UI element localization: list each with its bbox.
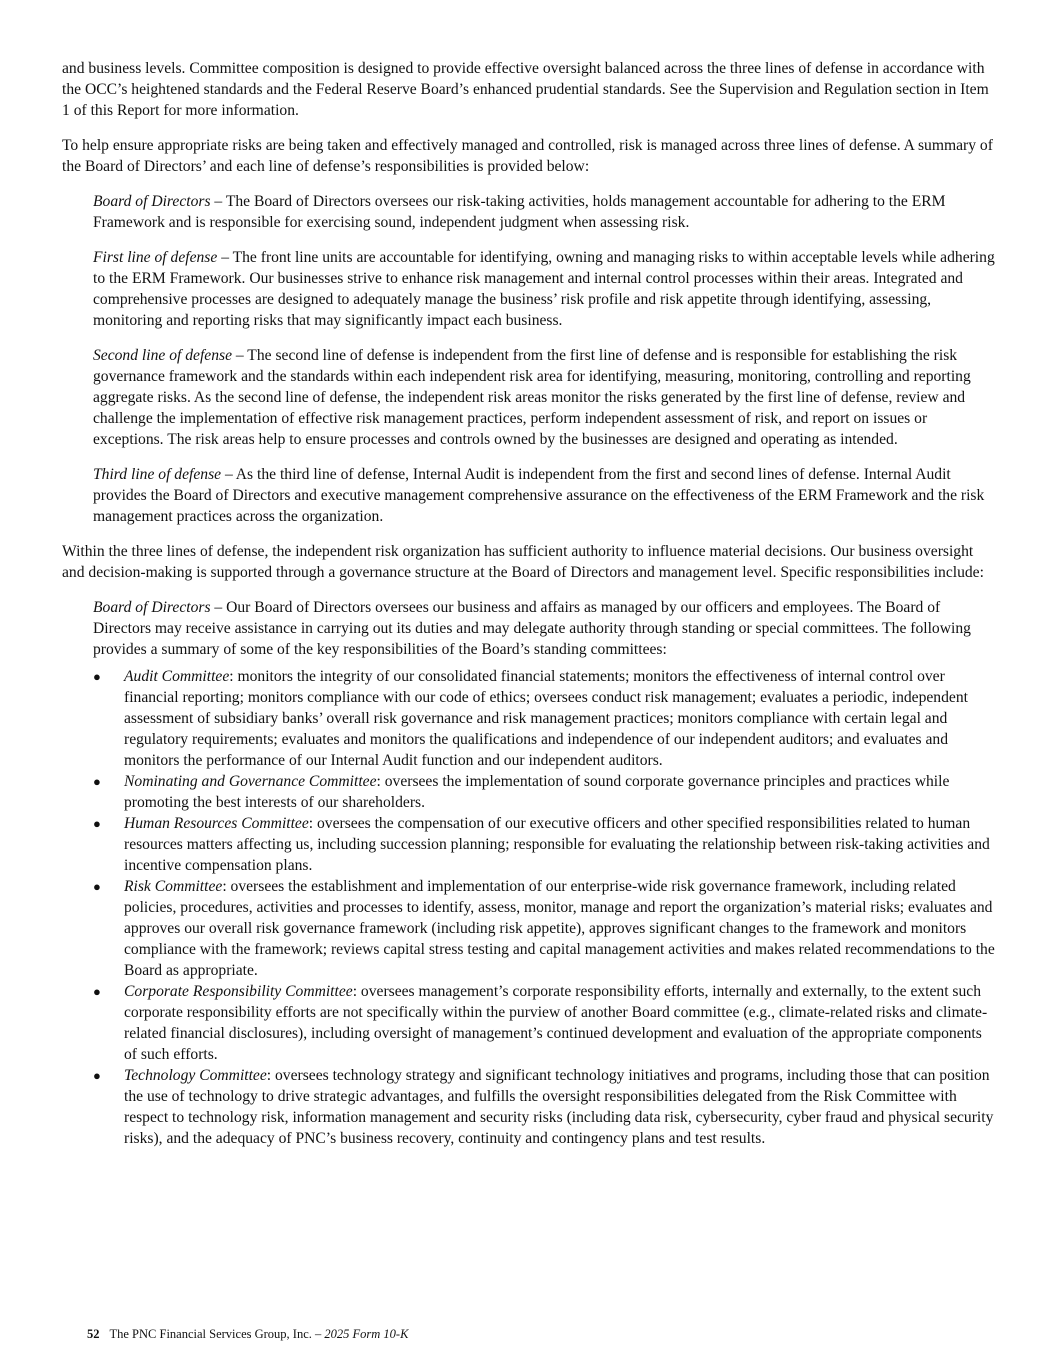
line-first-defense [93, 247, 996, 331]
bullet-icon: ● [93, 816, 101, 831]
line-label: Third line of defense [93, 466, 222, 483]
list-item [93, 666, 996, 771]
line-second-defense [93, 345, 996, 450]
committee-name: Audit Committee [124, 668, 230, 685]
line-label: Board of Directors [93, 193, 211, 210]
line-board-of-directors [93, 191, 996, 233]
list-item [93, 1065, 996, 1149]
bullet-icon: ● [93, 774, 101, 789]
committee-text: : oversees management’s corporate responsibility efforts, internally and externally, to the extent such corporate responsibility efforts are not specifically within the purview of another Board committee (e.g., climate-related risks and climate-related financial disclosures), including oversight of management’s continued development and evaluation of the appropriate components of such efforts. [124, 983, 988, 1063]
footer-company: The PNC Financial Services Group, Inc. – [109, 1327, 325, 1341]
document-body [62, 58, 996, 1149]
page-number: 52 [87, 1327, 100, 1341]
bullet-icon: ● [93, 984, 101, 999]
line-label: Second line of defense [93, 347, 232, 364]
paragraph-three-lines-intro: To help ensure appropriate risks are being taken and effectively managed and controlled, risk is managed across three lines of defense. A summary of the Board of Directors’ and each line of defense’s responsibilities is provided below: [62, 137, 993, 175]
committee-text: : monitors the integrity of our consolidated financial statements; monitors the effectiveness of internal control over financial reporting; monitors compliance with our code of ethics; oversees conduct risk management; evaluates a periodic, independent assessment of subsidiary banks’ overall risk governance and risk management practices; monitors compliance with certain legal and regulatory requirements; evaluates and monitors the qualifications and independence of our independent auditors; and evaluates and monitors the performance of our Internal Audit function and our independent auditors. [124, 668, 968, 769]
line-text: – The Board of Directors oversees our risk-taking activities, holds management accountable for adhering to the ERM Framework and is responsible for exercising sound, independent judgment when assessing risk. [93, 193, 946, 231]
page-footer [87, 1326, 408, 1342]
paragraph-governance-structure: Within the three lines of defense, the independent risk organization has sufficient authority to influence material decisions. Our business oversight and decision-making is supported through a governance structure at the Board of Directors and management level. Specific responsibilities include: [62, 543, 984, 581]
line-third-defense [93, 464, 996, 527]
committee-name: Human Resources Committee [124, 815, 309, 832]
list-item [93, 876, 996, 981]
line-text: – The front line units are accountable for identifying, owning and managing risks to within acceptable levels while adhering to the ERM Framework. Our businesses strive to enhance risk management and internal control processes within their areas. Integrated and comprehensive processes are designed to adequately manage the business’ risk profile and risk appetite through identifying, assessing, monitoring and reporting risks that may significantly impact each business. [93, 249, 995, 329]
list-item [93, 981, 996, 1065]
line-text: – The second line of defense is independent from the first line of defense and is responsible for establishing the risk governance framework and the standards within each independent risk area for identifying, measuring, monitoring, controlling and reporting aggregate risks. As the second line of defense, the independent risk areas monitor the risks generated by the first line of defense, review and challenge the implementation of effective risk management practices, perform independent assessment of risk, and report on issues or exceptions. The risk areas help to ensure processes and controls owned by the businesses are designed and operating as intended. [93, 347, 971, 448]
committee-text: : oversees technology strategy and significant technology initiatives and programs, including those that can position the use of technology to drive strategic advantages, and fulfills the oversight responsibilities delegated from the Risk Committee with respect to technology risk, information management and security risks (including data risk, cybersecurity, cyber fraud and physical security risks), and the adequacy of PNC’s business recovery, continuity and contingency plans and test results. [124, 1067, 994, 1147]
footer-form: 2025 Form 10-K [324, 1327, 409, 1341]
committee-text: : oversees the establishment and implementation of our enterprise-wide risk governance framework, including related policies, procedures, activities and processes to identify, assess, monitor, manage and report the organization’s material risks; evaluates and approves our overall risk governance framework (including risk appetite), approves significant changes to the framework and monitors compliance with the framework; reviews capital stress testing and capital management activities and makes related recommendations to the Board as appropriate. [124, 878, 995, 979]
paragraph-committee-composition: and business levels. Committee composition is designed to provide effective oversight balanced across the three lines of defense in accordance with the OCC’s heightened standards and the Federal Reserve Board’s enhanced prudential standards. See the Supervision and Regulation section in Item 1 of this Report for more information. [62, 60, 989, 119]
committee-text: : oversees the compensation of our executive officers and other specified responsibilities related to human resources matters affecting us, including succession planning; responsible for evaluating the relationship between risk-taking activities and incentive compensation plans. [124, 815, 990, 874]
committee-name: Corporate Responsibility Committee [124, 983, 353, 1000]
bullet-icon: ● [93, 879, 101, 894]
committee-name: Risk Committee [124, 878, 223, 895]
committee-list [93, 666, 996, 1149]
board-label: Board of Directors [93, 599, 211, 616]
line-label: First line of defense [93, 249, 218, 266]
list-item [93, 771, 996, 813]
committee-name: Nominating and Governance Committee [124, 773, 377, 790]
board-responsibilities [93, 597, 996, 660]
board-text: – Our Board of Directors oversees our business and affairs as managed by our officers and employees. The Board of Directors may receive assistance in carrying out its duties and may delegate authority through standing or special committees. The following provides a summary of some of the key responsibilities of the Board’s standing committees: [93, 599, 971, 658]
committee-name: Technology Committee [124, 1067, 267, 1084]
committee-text: : oversees the implementation of sound corporate governance principles and practices while promoting the best interests of our shareholders. [124, 773, 950, 811]
line-text: – As the third line of defense, Internal Audit is independent from the first and second lines of defense. Internal Audit provides the Board of Directors and executive management comprehensive assurance on the effectiveness of the ERM Framework and the risk management practices across the organization. [93, 466, 985, 525]
list-item [93, 813, 996, 876]
bullet-icon: ● [93, 1068, 101, 1083]
bullet-icon: ● [93, 669, 101, 684]
